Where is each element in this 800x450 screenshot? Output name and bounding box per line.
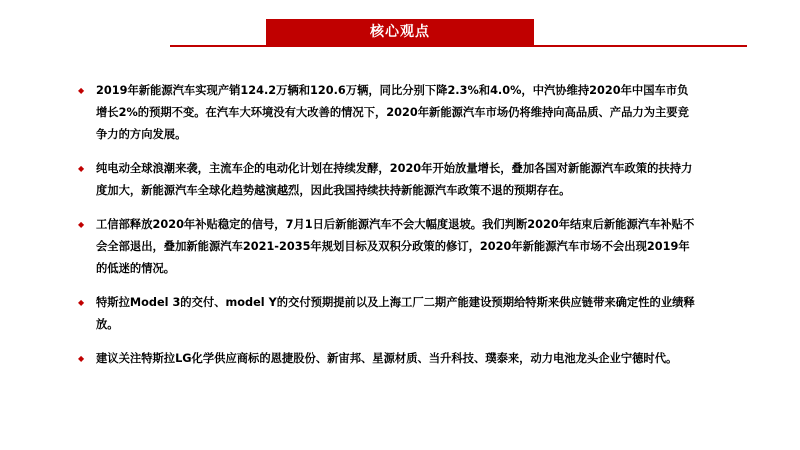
list-item-text: 工信部释放2020年补贴稳定的信号，7月1日后新能源汽车不会大幅度退坡。我们判断2020年结束后新能源汽车补贴不会全部退出，叠加新能源汽车2021-2035年规划目标及双积分政策的修订，2020年新能源汽车市场不会出现2019年的低迷的情况。 — [96, 218, 695, 275]
diamond-bullet-icon: ◆ — [78, 354, 85, 363]
key-points-list — [78, 80, 698, 382]
list-item — [78, 214, 698, 280]
diamond-bullet-icon: ◆ — [78, 298, 85, 307]
list-item — [78, 292, 698, 336]
title-divider — [170, 45, 747, 47]
list-item-text: 2019年新能源汽车实现产销124.2万辆和120.6万辆，同比分别下降2.3%和4.0%，中汽协维持2020年中国车市负增长2%的预期不变。在汽车大环境没有大改善的情况下，2020年新能源汽车市场仍将维持向高品质、产品力为主要竞争力的方向发展。 — [96, 84, 689, 141]
diamond-bullet-icon: ◆ — [78, 220, 85, 229]
diamond-bullet-icon: ◆ — [78, 164, 85, 173]
list-item-text: 纯电动全球浪潮来袭，主流车企的电动化计划在持续发酵，2020年开始放量增长，叠加各国对新能源汽车政策的扶持力度加大，新能源汽车全球化趋势越演越烈，因此我国持续扶持新能源汽车政策不退的预期存在。 — [96, 162, 693, 197]
list-item — [78, 158, 698, 202]
list-item — [78, 80, 698, 146]
page-title: 核心观点 — [266, 19, 534, 46]
list-item — [78, 348, 698, 370]
list-item-text: 建议关注特斯拉LG化学供应商标的恩捷股份、新宙邦、星源材质、当升科技、璞泰来，动力电池龙头企业宁德时代。 — [96, 352, 678, 365]
diamond-bullet-icon: ◆ — [78, 86, 85, 95]
list-item-text: 特斯拉Model 3的交付、model Y的交付预期提前以及上海工厂二期产能建设预期给特斯来供应链带来确定性的业绩释放。 — [96, 296, 695, 331]
